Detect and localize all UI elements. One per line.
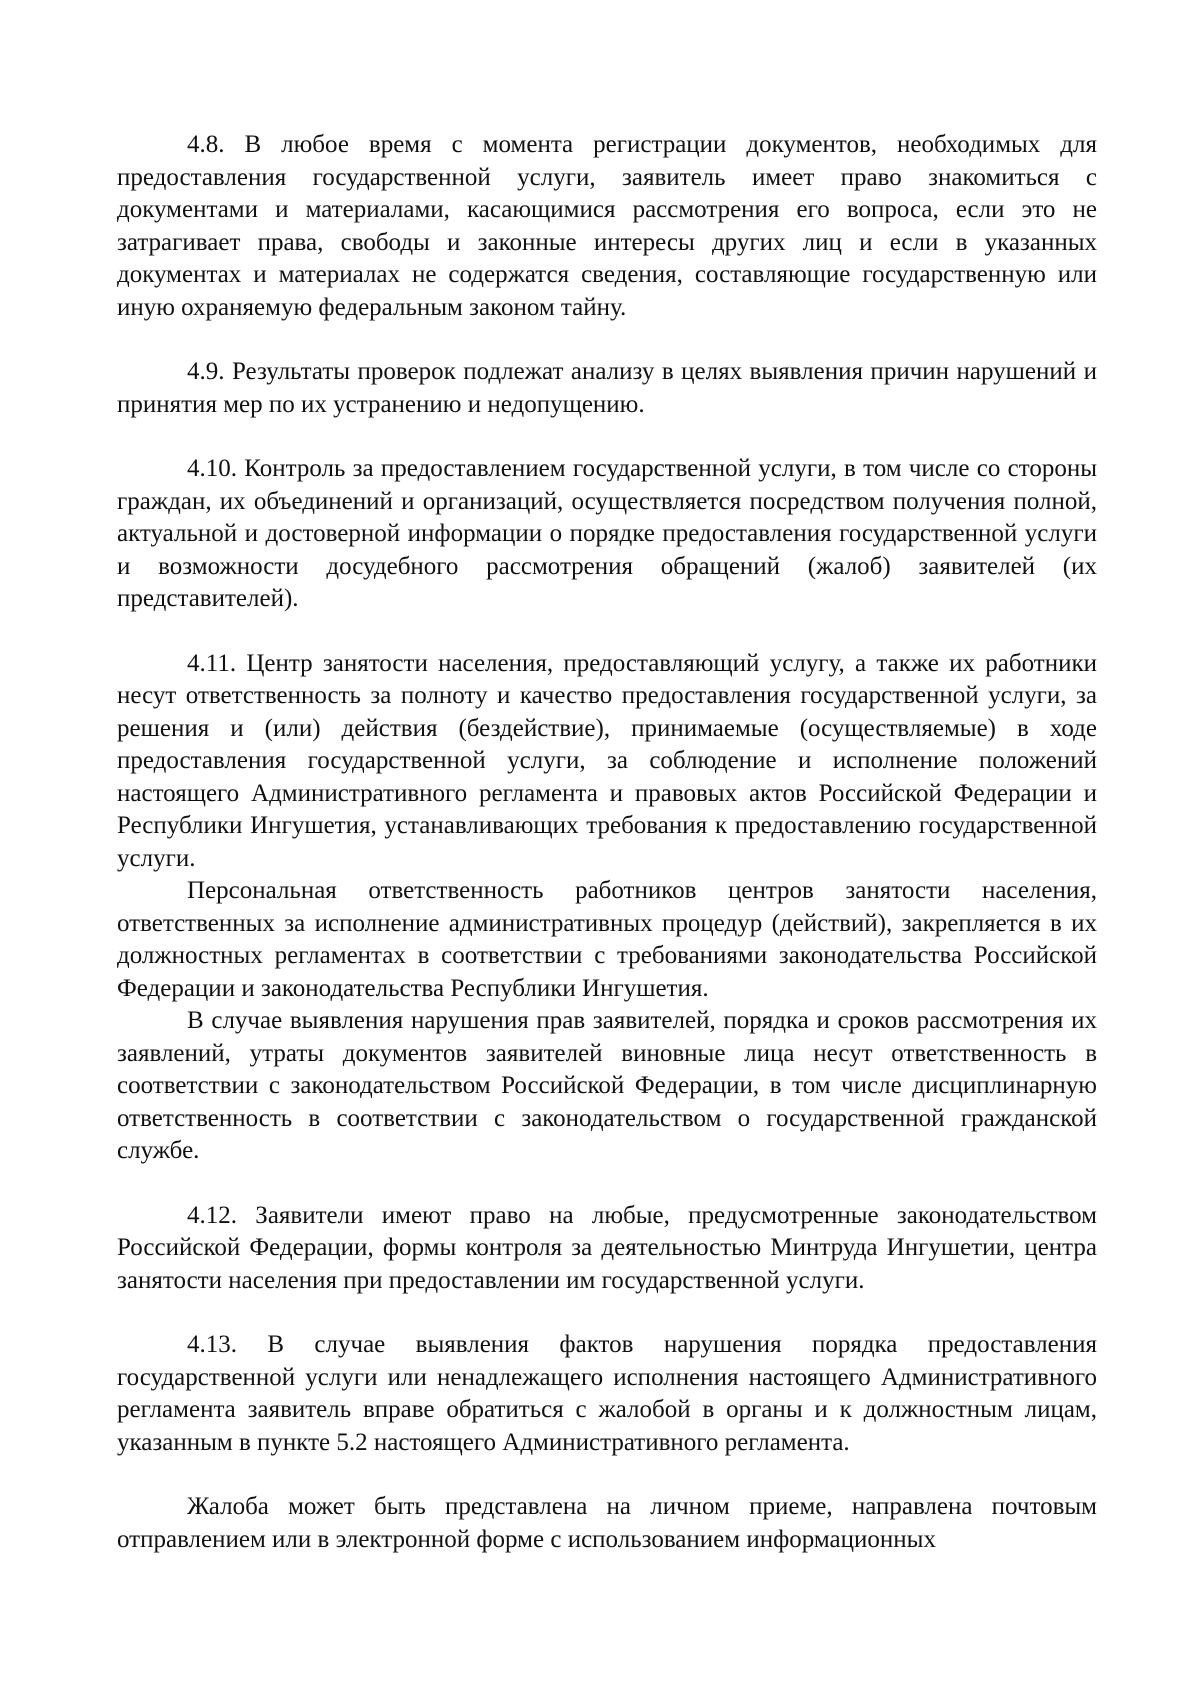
- paragraph-4-9: 4.9. Результаты проверок подлежат анализу в целях выявления причин нарушений и принятия мер по их устранению и недопущению.: [117, 358, 1097, 418]
- document-body: [117, 129, 1097, 1556]
- paragraph-complaint-submission: Жалоба может быть представлена на личном приеме, направлена почтовым отправлением или в электронной форме с использованием информационных: [117, 1493, 1097, 1553]
- paragraph-personal-responsibility: Персональная ответственность работников центров занятости населения, ответственных за исполнение административных процедур (действий), закрепляется в их должностных регламентах в соответствии с требованиями законодательства Российской Федерации и законодательства Республики Ингушетия.: [117, 877, 1097, 1002]
- paragraph-4-13: 4.13. В случае выявления фактов нарушения порядка предоставления государственной услуги или ненадлежащего исполнения настоящего Административного регламента заявитель вправе обратиться с жалобой в органы и к должностным лицам, указанным в пункте 5.2 настоящего Административного регламента.: [117, 1331, 1097, 1456]
- paragraph-violation-liability: В случае выявления нарушения прав заявителей, порядка и сроков рассмотрения их заявлений, утраты документов заявителей виновные лица несут ответственность в соответствии с законодательством Российской Федерации, в том числе дисциплинарную ответственность в соответствии с законодательством о государственной гражданской службе.: [117, 1007, 1097, 1164]
- paragraph-4-8: 4.8. В любое время с момента регистрации документов, необходимых для предоставления государственной услуги, заявитель имеет право знакомиться с документами и материалами, касающимися рассмотрения его вопроса, если это не затрагивает права, свободы и законные интересы других лиц и если в указанных документах и материалах не содержатся сведения, составляющие государственную или иную охраняемую федеральным законом тайну.: [117, 131, 1097, 321]
- paragraph-4-12: 4.12. Заявители имеют право на любые, предусмотренные законодательством Российской Федерации, формы контроля за деятельностью Минтруда Ингушетии, центра занятости населения при предоставлении им государственной услуги.: [117, 1201, 1097, 1294]
- paragraph-4-11: 4.11. Центр занятости населения, предоставляющий услугу, а также их работники несут ответственность за полноту и качество предоставления государственной услуги, за решения и (или) действия (бездействие), принимаемые (осуществляемые) в ходе предоставления государственной услуги, за соблюдение и исполнение положений настоящего Административного регламента и правовых актов Российской Федерации и Республики Ингушетия, устанавливающих требования к предоставлению государственной услуги.: [117, 649, 1097, 872]
- paragraph-4-10: 4.10. Контроль за предоставлением государственной услуги, в том числе со стороны граждан, их объединений и организаций, осуществляется посредством получения полной, актуальной и достоверной информации о порядке предоставления государственной услуги и возможности досудебного рассмотрения обращений (жалоб) заявителей (их представителей).: [117, 455, 1097, 612]
